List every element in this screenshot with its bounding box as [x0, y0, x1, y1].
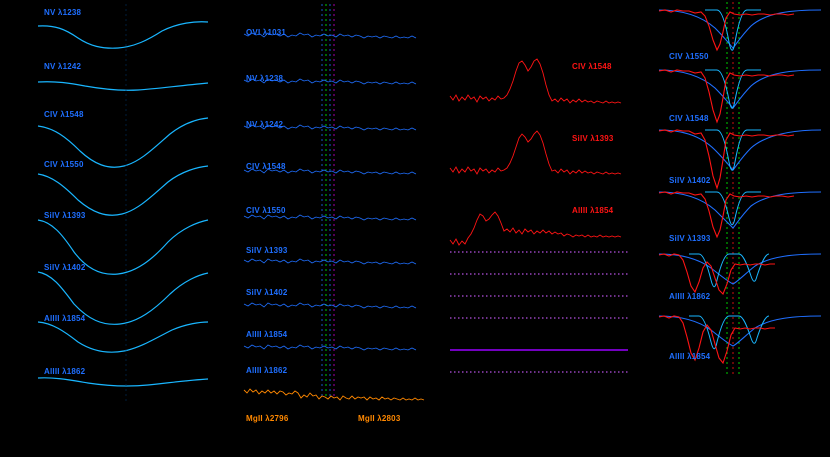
- panel-c-svg: [448, 50, 633, 380]
- label-b-1: OVI λ1031: [246, 28, 287, 37]
- label-a-3: CIV λ1548: [44, 110, 84, 119]
- panel-d-fitted-profiles: [655, 2, 825, 377]
- label-c-2: SiIV λ1393: [572, 134, 614, 143]
- label-b-5: CIV λ1550: [246, 206, 286, 215]
- label-b-3: NV λ1242: [246, 120, 284, 129]
- label-b-9: AlIII λ1862: [246, 366, 288, 375]
- label-b-11: MgII λ2803: [358, 414, 401, 423]
- label-a-2: NV λ1242: [44, 62, 82, 71]
- label-d-5: AlIII λ1862: [669, 292, 711, 301]
- label-d-3: SiIV λ1402: [669, 176, 711, 185]
- label-c-1: CIV λ1548: [572, 62, 612, 71]
- dotted-rows: [450, 252, 628, 372]
- label-b-6: SiIV λ1393: [246, 246, 288, 255]
- trace-nv1238: [38, 22, 208, 48]
- model-broad-1: [659, 10, 821, 48]
- label-d-4: SiIV λ1393: [669, 234, 711, 243]
- label-a-8: AlIII λ1862: [44, 367, 86, 376]
- trace-nv1242: [38, 82, 208, 91]
- label-a-1: NV λ1238: [44, 8, 82, 17]
- model-narrow-1: [705, 10, 761, 50]
- label-a-7: AlIII λ1854: [44, 314, 86, 323]
- trace-aliii1862: [38, 378, 208, 386]
- trace-civ1550: [38, 166, 208, 215]
- data-obs-4: [659, 192, 794, 237]
- label-b-10: MgII λ2796: [246, 414, 289, 423]
- model-broad-6: [659, 316, 821, 346]
- panel-c-emission-profiles: [448, 50, 633, 380]
- label-a-4: CIV λ1550: [44, 160, 84, 169]
- trace-b-siiv1402: [244, 303, 416, 308]
- label-c-3: AlIII λ1854: [572, 206, 614, 215]
- label-b-4: CIV λ1548: [246, 162, 286, 171]
- panel-b-narrow-profiles: [240, 4, 430, 424]
- label-a-5: SiIV λ1393: [44, 211, 86, 220]
- label-b-7: SiIV λ1402: [246, 288, 288, 297]
- label-d-1: CIV λ1550: [669, 52, 709, 61]
- velocity-guides-d: [727, 2, 739, 377]
- label-d-6: AlIII λ1854: [669, 352, 711, 361]
- panel-a-smooth-profiles: [30, 4, 215, 404]
- label-a-6: SiIV λ1402: [44, 263, 86, 272]
- label-b-2: NV λ1238: [246, 74, 284, 83]
- trace-c-aliii1854: [450, 212, 621, 245]
- velocity-guides: [322, 4, 334, 396]
- label-b-8: AlIII λ1854: [246, 330, 288, 339]
- trace-aliii1854: [38, 322, 208, 352]
- label-d-2: CIV λ1548: [669, 114, 709, 123]
- model-broad-5: [659, 254, 821, 284]
